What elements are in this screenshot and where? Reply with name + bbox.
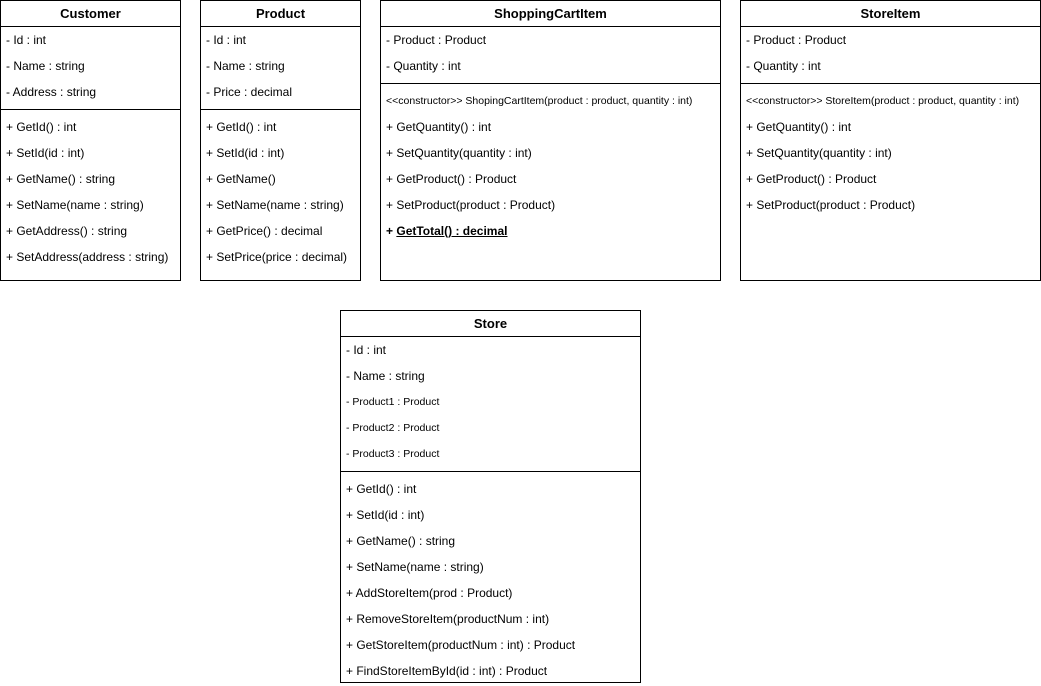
operations-section bbox=[341, 472, 640, 684]
operation: + SetId(id : int) bbox=[206, 146, 285, 160]
operation: + GetName() bbox=[206, 172, 276, 186]
operation: + GetQuantity() : int bbox=[746, 120, 852, 134]
operation: + SetName(name : string) bbox=[346, 560, 484, 574]
operation: + GetStoreItem(productNum : int) : Product bbox=[346, 638, 576, 652]
attributes-section bbox=[741, 27, 1040, 84]
operation: + GetId() : int bbox=[6, 120, 77, 134]
operations-section bbox=[381, 84, 720, 244]
operations-section bbox=[1, 110, 180, 270]
constructor: <<constructor>> StoreItem(product : product, quantity : int) bbox=[746, 95, 1020, 107]
operation: + SetId(id : int) bbox=[346, 508, 425, 522]
class-title: StoreItem bbox=[741, 1, 1040, 27]
attribute: - Name : string bbox=[6, 59, 85, 73]
operation: + AddStoreItem(prod : Product) bbox=[346, 586, 513, 600]
operation: + GetId() : int bbox=[206, 120, 277, 134]
operation: + GetPrice() : decimal bbox=[206, 224, 323, 238]
operation: + SetName(name : string) bbox=[6, 198, 144, 212]
class-customer[interactable] bbox=[0, 0, 181, 281]
operation: + RemoveStoreItem(productNum : int) bbox=[346, 612, 550, 626]
attributes-section bbox=[341, 337, 640, 472]
operation: + GetName() : string bbox=[346, 534, 456, 548]
class-title: ShoppingCartItem bbox=[381, 1, 720, 27]
static-operation-text: GetTotal() : decimal bbox=[396, 224, 508, 238]
attribute: - Price : decimal bbox=[206, 85, 293, 99]
attribute: - Name : string bbox=[206, 59, 285, 73]
attribute: - Product1 : Product bbox=[346, 396, 440, 408]
operation: + SetId(id : int) bbox=[6, 146, 85, 160]
attribute: - Quantity : int bbox=[746, 59, 821, 73]
operation: + GetProduct() : Product bbox=[746, 172, 877, 186]
class-store[interactable] bbox=[340, 310, 641, 683]
operation: + GetId() : int bbox=[346, 482, 417, 496]
attribute: - Product3 : Product bbox=[346, 448, 440, 460]
attribute: - Product2 : Product bbox=[346, 422, 440, 434]
attribute: - Product : Product bbox=[386, 33, 487, 47]
operation: + SetQuantity(quantity : int) bbox=[746, 146, 892, 160]
class-product[interactable] bbox=[200, 0, 361, 281]
attributes-section bbox=[1, 27, 180, 110]
operation: + SetAddress(address : string) bbox=[6, 250, 169, 264]
attribute: - Address : string bbox=[6, 85, 97, 99]
operations-section bbox=[741, 84, 1040, 218]
operation: + FindStoreItemById(id : int) : Product bbox=[346, 664, 548, 678]
attributes-section bbox=[381, 27, 720, 84]
class-title: Store bbox=[341, 311, 640, 337]
attributes-section bbox=[201, 27, 360, 110]
class-title: Product bbox=[201, 1, 360, 27]
operation: + SetQuantity(quantity : int) bbox=[386, 146, 532, 160]
attribute: - Id : int bbox=[6, 33, 47, 47]
attribute: - Product : Product bbox=[746, 33, 847, 47]
class-title: Customer bbox=[1, 1, 180, 27]
class-shopping-cart-item[interactable] bbox=[380, 0, 721, 281]
operation: + SetPrice(price : decimal) bbox=[206, 250, 348, 264]
attribute: - Id : int bbox=[206, 33, 247, 47]
attribute: - Name : string bbox=[346, 369, 425, 383]
operation: + GetProduct() : Product bbox=[386, 172, 517, 186]
attribute: - Quantity : int bbox=[386, 59, 461, 73]
operation: + SetProduct(product : Product) bbox=[746, 198, 916, 212]
visibility-marker: + bbox=[386, 224, 394, 238]
operation: + GetAddress() : string bbox=[6, 224, 128, 238]
operation: + SetProduct(product : Product) bbox=[386, 198, 556, 212]
operations-section bbox=[201, 110, 360, 270]
static-operation bbox=[381, 218, 720, 244]
class-store-item[interactable] bbox=[740, 0, 1041, 281]
attribute: - Id : int bbox=[346, 343, 387, 357]
operation: + GetName() : string bbox=[6, 172, 116, 186]
operation: + GetQuantity() : int bbox=[386, 120, 492, 134]
constructor: <<constructor>> ShopingCartItem(product : product, quantity : int) bbox=[386, 95, 693, 107]
operation: + SetName(name : string) bbox=[206, 198, 344, 212]
